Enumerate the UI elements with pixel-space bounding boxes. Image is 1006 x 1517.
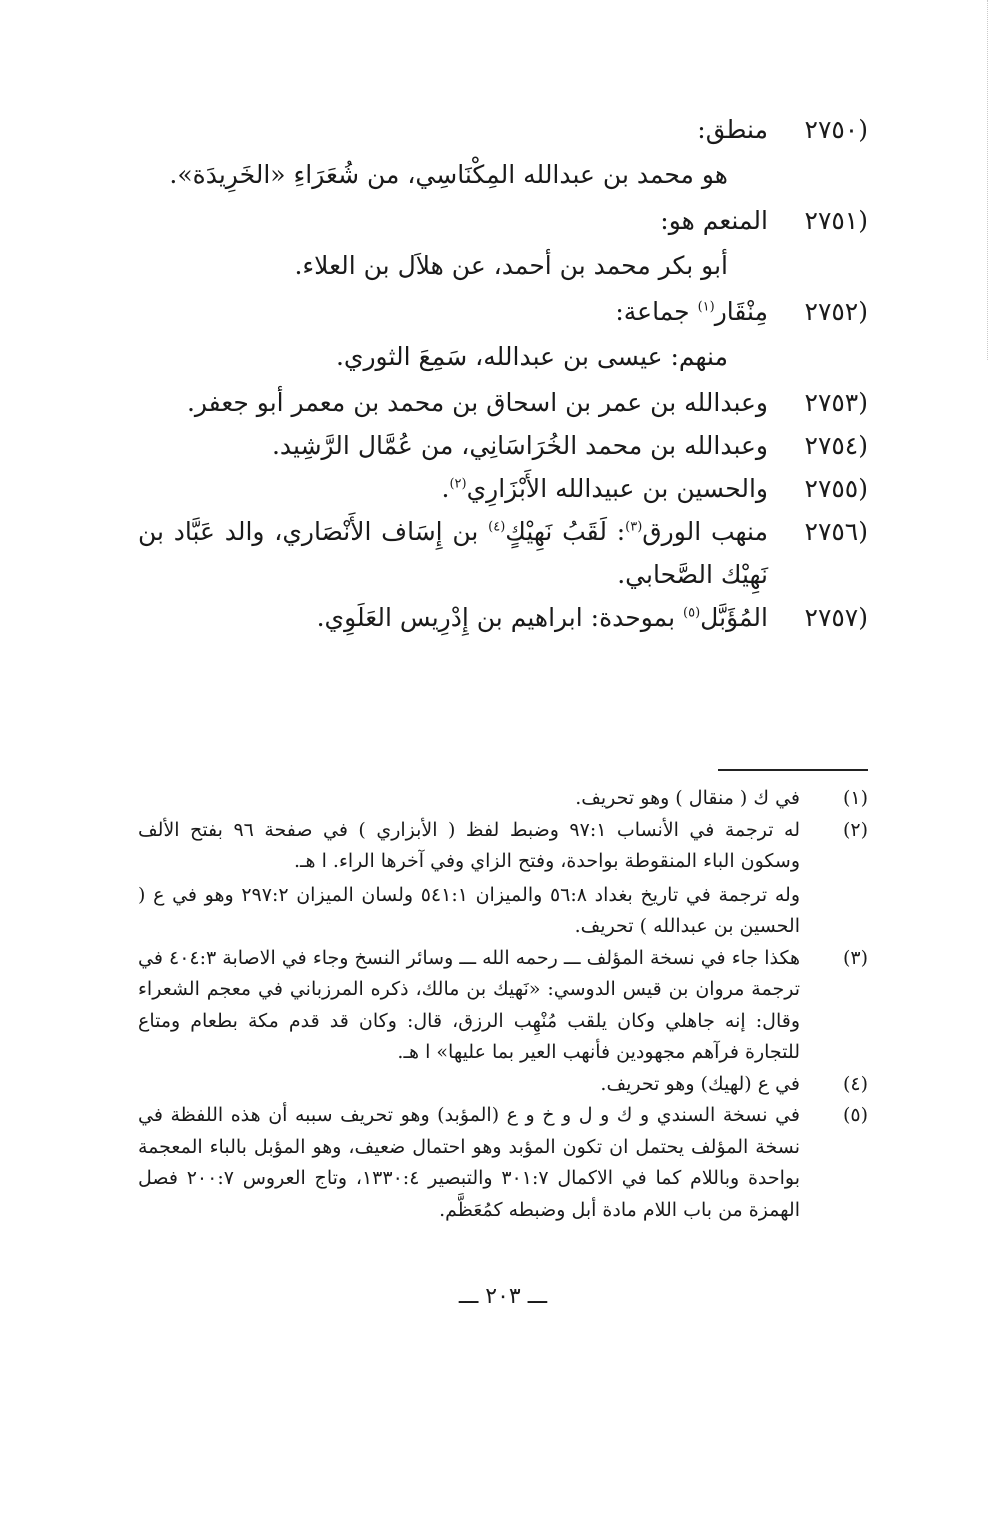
entry-number: (٢٧٥٣ [804,388,868,417]
entry-2751 [138,199,868,290]
entry-detail: منهم: عيسى بن عبدالله، سَمِعَ الثوري. [335,342,728,371]
entry-number: (٢٧٥٧ [804,603,868,632]
footnote-reference: (٢) [449,476,467,492]
entry-number: (٢٧٥٠ [804,115,868,144]
entries-list [138,108,868,639]
footnote-reference: (٤) [488,519,506,535]
entry-number: (٢٧٥١ [804,206,868,235]
entry-2757 [138,596,868,639]
footnotes-list [138,783,868,1226]
entry-head: منطق: [697,115,768,144]
footnote-text: وله ترجمة في تاريخ بغداد ٥٦:٨ والميزان ٥٤١:١ ولسان الميزان ٢٩٧:٢ وهو في ع ( الحسين بن عبدالله ) تحريف. [138,883,800,937]
entry-head-text: جماعة: [615,297,698,326]
entry-head-text: . [441,474,450,503]
footnote-text: هكذا جاء في نسخة المؤلف ـــ رحمه الله ـــ وسائر النسخ وجاء في الاصابة ٤٠٤:٣ في ترجمة مروان بن قيس الدوسي: «نَهيك بن مالك، ذكره المرزباني في معجم الشعراء وقال: إنه جاهلي وكان يلقب مُنْهِب الرزق، قال: وكان قد قدم مكة بطعام ومتاع للتجارة فرآهم مجهودين فأنهب العير بما عليها» ا هـ. [138,946,800,1063]
entry-head-text: بموحدة: ابراهيم بن إِدْرِيس العَلَوِي. [316,603,684,632]
footnote-1 [138,783,868,815]
entry-number: (٢٧٥٢ [804,297,868,326]
footnote-number: (٢) [842,818,868,841]
entry-2753 [138,381,868,424]
footnote-reference: (٣) [625,519,643,535]
footnote-text: في نسخة السندي و ك و ل و خ و ع (المؤبد) وهو تحريف سببه أن هذه اللفظة في نسخة المؤلف يحتمل ان تكون المؤبد وهو احتمال ضعيف، وهو المؤبل بالباء المعجمة بواحدة وباللام كما في الاكمال ٣٠١:٧ والتبصير ١٣٣٠:٤، وتاج العروس ٢٠٠:٧ فصل الهمزة من باب اللام مادة أبل وضبطه كمُعَظَّم. [138,1104,801,1221]
entry-head-text: والحسين بن عبيدالله الأَبْزَارِي [466,474,768,503]
entry-head-text: بن إِسَاف الأَنْصَاري، والد عَبَّاد بن نَهِيْك الصَّحابي. [138,517,768,589]
footnote-reference: (٥) [683,605,701,621]
entry-head-text: مِنْقَار [714,297,768,326]
footnote-divider [718,769,868,771]
footnote-4 [138,1069,868,1101]
entry-number: (٢٧٥٤ [804,431,868,460]
entry-2755 [138,467,868,510]
entry-number: (٢٧٥٦ [804,517,868,546]
footnote-text: في ك ( منقال ) وهو تحريف. [575,787,800,809]
entry-detail: هو محمد بن عبدالله المِكْنَاسِي، من شُعَرَاءِ «الخَرِيدَة». [169,160,728,189]
entry-2754 [138,424,868,467]
entry-head [138,290,768,333]
entry-2752 [138,290,868,381]
footnote-3 [138,943,868,1069]
footnote-5 [138,1100,868,1226]
entry-head-text: منهب الورق [642,517,768,546]
footnote-number: (٣) [842,946,868,969]
entry-head: وعبدالله بن محمد الخُرَاسَانِي، من عُمَّال الرَّشِيد. [271,431,768,460]
entry-number: (٢٧٥٥ [804,474,868,503]
entry-head-text: : لَقَبُ نَهِيْكٍ [505,517,626,546]
entry-head: وعبدالله بن عمر بن اسحاق بن محمد بن معمر أبو جعفر. [186,388,768,417]
entry-2750 [138,108,868,199]
scan-edge [986,0,988,360]
footnote-reference: (١) [697,299,715,315]
footnote-number: (١) [842,787,868,809]
footnote-number: (٥) [842,1104,868,1126]
entry-head: المنعم هو: [660,206,768,235]
entry-head [138,510,768,596]
entry-2756 [138,510,868,596]
footnote-text: في ع (لهيك) وهو تحريف. [600,1072,800,1095]
footnote-number: (٤) [842,1072,868,1095]
entry-head [138,467,768,510]
entry-detail: أبو بكر محمد بن أحمد، عن هلاَل بن العلاء. [294,251,728,280]
page-number: ـــ ٢٠٣ ـــ [458,1284,548,1309]
footnote-text: له ترجمة في الأنساب ٩٧:١ وضبط لفظ ( الأبزاري ) في صفحة ٩٦ بفتح الألف وسكون الباء المنقوطة بواحدة، وفتح الزاي وفي آخرها الراء. ا هـ. [138,818,800,872]
footnote-2 [138,815,868,943]
entry-head [138,596,768,639]
entry-head-text: المُؤَبَّل [700,603,768,632]
